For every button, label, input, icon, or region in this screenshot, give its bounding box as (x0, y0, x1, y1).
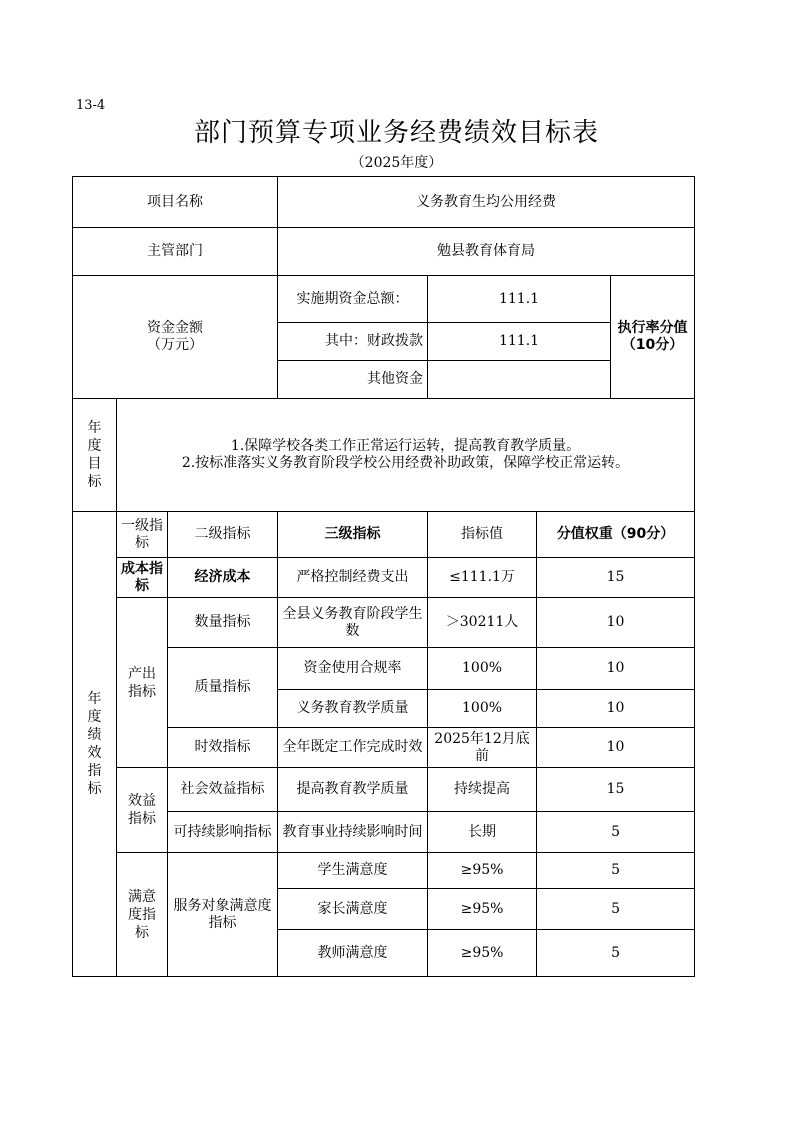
quality-level3-1: 资金使用合规率 (278, 648, 428, 690)
sustain-value: 长期 (428, 812, 537, 853)
social-level3: 提高教育教学质量 (278, 768, 428, 812)
satisfaction-level3-1: 学生满意度 (278, 853, 428, 889)
quantity-level3: 全县义务教育阶段学生数 (278, 598, 428, 648)
sustain-weight: 5 (537, 812, 695, 853)
header-level3: 三级指标 (278, 512, 428, 558)
quantity-weight: 10 (537, 598, 695, 648)
cost-level2: 经济成本 (168, 558, 278, 598)
timeliness-weight: 10 (537, 728, 695, 768)
satisfaction-level3-3: 教师满意度 (278, 930, 428, 977)
page-title: 部门预算专项业务经费绩效目标表 (193, 118, 599, 148)
objective-line-2: 2.按标准落实义务教育阶段学校公用经费补助政策，保障学校正常运转。 (181, 455, 630, 471)
satisfaction-level2: 服务对象满意度 指标 (168, 853, 278, 977)
quality-weight-2: 10 (537, 690, 695, 728)
social-level2: 社会效益指标 (168, 768, 278, 812)
output-level1 (117, 598, 168, 768)
cost-weight: 15 (537, 558, 695, 598)
cost-level3: 严格控制经费支出 (278, 558, 428, 598)
funds-fiscal-label: 其中：财政拨款 (278, 323, 428, 361)
department-value: 勉县教育体育局 (278, 228, 695, 276)
quantity-level2: 数量指标 (168, 598, 278, 648)
satisfaction-weight-3: 5 (537, 930, 695, 977)
form-code: 13-4 (76, 98, 106, 113)
objective-label-text: 年度目标 (87, 420, 102, 490)
social-weight: 15 (537, 768, 695, 812)
funds-total-row (73, 276, 695, 323)
cost-level1: 成本指标 (117, 558, 168, 598)
objective-label (73, 399, 117, 512)
indicators-label (73, 512, 117, 977)
satisfaction-value-1: ≥95% (428, 853, 537, 889)
benefit-social-row (73, 768, 695, 812)
quality-value-1: 100% (428, 648, 537, 690)
sustain-level2: 可持续影响指标 (168, 812, 278, 853)
benefit-level1-text: 效益指标 (128, 793, 156, 827)
cost-row (73, 558, 695, 598)
benefit-level1 (117, 768, 168, 853)
cost-value: ≤111.1万 (428, 558, 537, 598)
quantity-value: ＞30211人 (428, 598, 537, 648)
satisfaction-value-2: ≥95% (428, 889, 537, 930)
funds-total-label: 实施期资金总额： (278, 276, 428, 323)
satisfaction-weight-2: 5 (537, 889, 695, 930)
quality-weight-1: 10 (537, 648, 695, 690)
execution-rate-label: 执行率分值（10分） (611, 276, 695, 399)
social-value: 持续提高 (428, 768, 537, 812)
project-name-value: 义务教育生均公用经费 (278, 177, 695, 228)
timeliness-value: 2025年12月底前 (428, 728, 537, 768)
funds-other-value (428, 361, 611, 399)
quality-level2: 质量指标 (168, 648, 278, 728)
satisfaction-level3-2: 家长满意度 (278, 889, 428, 930)
quality-value-2: 100% (428, 690, 537, 728)
quality-level3-2: 义务教育教学质量 (278, 690, 428, 728)
funds-label: 资金金额 （万元） (73, 276, 278, 399)
satisfaction-level1-text: 满意度指标 (128, 888, 156, 941)
header-value: 指标值 (428, 512, 537, 558)
objective-line-1: 1.保障学校各类工作正常运行运转，提高教育教学质量。 (230, 438, 581, 454)
funds-total-value: 111.1 (428, 276, 611, 323)
timeliness-level3: 全年既定工作完成时效 (278, 728, 428, 768)
header-level1: 一级指标 (117, 512, 168, 558)
project-name-label: 项目名称 (73, 177, 278, 228)
satisfaction-weight-1: 5 (537, 853, 695, 889)
header-level2: 二级指标 (168, 512, 278, 558)
output-quantity-row (73, 598, 695, 648)
project-name-row (73, 177, 695, 228)
indicators-label-text: 年度绩效指标 (87, 691, 102, 797)
year-subtitle: （2025年度） (350, 155, 443, 171)
sustain-level3: 教育事业持续影响时间 (278, 812, 428, 853)
objective-row (73, 399, 695, 512)
department-row (73, 228, 695, 276)
satisfaction-value-3: ≥95% (428, 930, 537, 977)
indicator-header-row (73, 512, 695, 558)
satisfaction-row-1 (73, 853, 695, 889)
funds-fiscal-value: 111.1 (428, 323, 611, 361)
output-level1-text: 产出指标 (128, 665, 156, 700)
objective-content (117, 399, 695, 512)
performance-table (72, 176, 695, 977)
timeliness-level2: 时效指标 (168, 728, 278, 768)
department-label: 主管部门 (73, 228, 278, 276)
header-weight: 分值权重（90分） (537, 512, 695, 558)
funds-other-label: 其他资金 (278, 361, 428, 399)
satisfaction-level1 (117, 853, 168, 977)
